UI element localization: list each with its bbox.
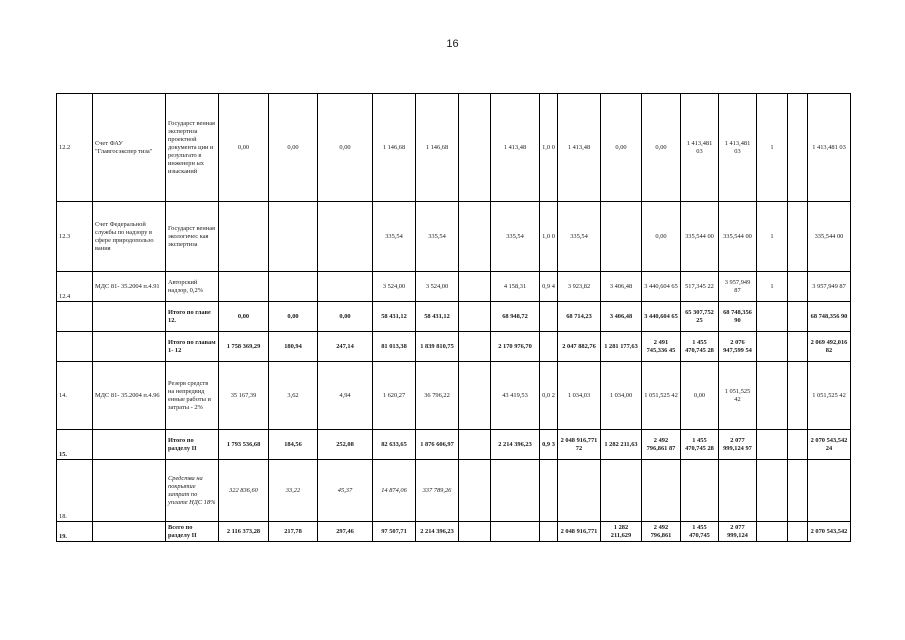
cell-c6 xyxy=(459,302,491,332)
cell-c14: 1 xyxy=(757,272,788,302)
cell-c3: 252,08 xyxy=(318,430,373,460)
cell-c13: 3 957,949 87 xyxy=(719,272,757,302)
cell-c6 xyxy=(459,202,491,272)
cell-c10: 1 282 211,63 xyxy=(601,430,642,460)
cell-c15 xyxy=(788,202,808,272)
cell-c14: 1 xyxy=(757,94,788,202)
cell-c13: 1 413,481 03 xyxy=(719,94,757,202)
cell-c10: 1 034,00 xyxy=(601,362,642,430)
cell-c9: 1 413,48 xyxy=(558,94,601,202)
cell-no xyxy=(57,332,93,362)
table-row xyxy=(57,272,851,302)
cell-name: Итого по разделу II xyxy=(166,430,219,460)
cell-no: 12.3 xyxy=(57,202,93,272)
cell-c9: 2 048 916,771 xyxy=(558,522,601,542)
cell-basis: Счет Федеральной службы по надзору в сфере природопользо вания xyxy=(93,202,166,272)
cell-c11: 2 492 796,861 87 xyxy=(642,430,681,460)
cell-c2 xyxy=(269,272,318,302)
cell-c2: 0,00 xyxy=(269,94,318,202)
cell-c16: 1 051,525 42 xyxy=(808,362,851,430)
cell-c9: 335,54 xyxy=(558,202,601,272)
cell-c3: 45,37 xyxy=(318,460,373,522)
cell-c14 xyxy=(757,460,788,522)
cell-c13: 68 748,356 90 xyxy=(719,302,757,332)
cell-c2: 217,78 xyxy=(269,522,318,542)
cell-c11: 0,00 xyxy=(642,202,681,272)
cell-c7: 4 158,31 xyxy=(491,272,540,302)
cell-c16: 3 957,949 87 xyxy=(808,272,851,302)
cell-c12: 1 413,481 03 xyxy=(681,94,719,202)
cell-no: 14. xyxy=(57,362,93,430)
cell-c16: 2 070 543,542 xyxy=(808,522,851,542)
cell-basis: МДС 81- 35.2004 п.4.96 xyxy=(93,362,166,430)
cell-c1 xyxy=(219,272,269,302)
cell-c8 xyxy=(540,522,558,542)
cell-c4: 82 633,65 xyxy=(373,430,416,460)
cell-c11: 2 491 745,336 45 xyxy=(642,332,681,362)
cell-basis xyxy=(93,460,166,522)
cell-c5: 335,54 xyxy=(416,202,459,272)
cell-c8: 1,0 0 xyxy=(540,202,558,272)
table-row xyxy=(57,202,851,272)
cell-c2: 180,94 xyxy=(269,332,318,362)
cell-name: Итого по главам 1- 12 xyxy=(166,332,219,362)
cell-name: Государст венная экспертиза проектной документа ции и результато в инженерн ых изысканий xyxy=(166,94,219,202)
table-row xyxy=(57,362,851,430)
cell-c11: 3 440,604 65 xyxy=(642,302,681,332)
cell-c14 xyxy=(757,332,788,362)
cell-c12: 517,345 22 xyxy=(681,272,719,302)
page-number: 16 xyxy=(446,38,459,50)
cell-c8: 1,0 0 xyxy=(540,94,558,202)
cell-c7: 2 214 396,23 xyxy=(491,430,540,460)
cell-c6 xyxy=(459,94,491,202)
cell-basis xyxy=(93,430,166,460)
cell-c1: 1 758 369,29 xyxy=(219,332,269,362)
cell-c4: 3 524,00 xyxy=(373,272,416,302)
cell-c4: 97 507,71 xyxy=(373,522,416,542)
cell-c2: 33,22 xyxy=(269,460,318,522)
cell-c5: 1 146,68 xyxy=(416,94,459,202)
cell-c1: 2 116 373,28 xyxy=(219,522,269,542)
cell-c2: 3,62 xyxy=(269,362,318,430)
cell-c5: 2 214 396,23 xyxy=(416,522,459,542)
cell-c16: 2 070 543,542 24 xyxy=(808,430,851,460)
cell-c12: 1 455 470,745 28 xyxy=(681,332,719,362)
cell-c7 xyxy=(491,522,540,542)
cell-c6 xyxy=(459,460,491,522)
cell-name: Итого по главе 12. xyxy=(166,302,219,332)
cell-no: 19. xyxy=(57,522,93,542)
cell-c8 xyxy=(540,302,558,332)
cell-c10: 3 406,48 xyxy=(601,302,642,332)
cell-c1: 1 793 536,68 xyxy=(219,430,269,460)
cell-c5: 1 876 606,97 xyxy=(416,430,459,460)
cell-c9: 1 034,03 xyxy=(558,362,601,430)
cell-c7: 1 413,48 xyxy=(491,94,540,202)
cell-c9: 68 714,23 xyxy=(558,302,601,332)
cell-c3: 297,46 xyxy=(318,522,373,542)
cell-c7: 335,54 xyxy=(491,202,540,272)
cell-c9 xyxy=(558,460,601,522)
cell-c10: 1 281 177,63 xyxy=(601,332,642,362)
cell-c6 xyxy=(459,332,491,362)
cell-c12 xyxy=(681,460,719,522)
cell-c9: 2 048 916,771 72 xyxy=(558,430,601,460)
cell-c3 xyxy=(318,272,373,302)
cell-c13: 2 077 999,124 xyxy=(719,522,757,542)
cell-c13: 2 077 999,124 97 xyxy=(719,430,757,460)
cell-c16 xyxy=(808,460,851,522)
table-row xyxy=(57,430,851,460)
cell-c15 xyxy=(788,272,808,302)
cell-c14 xyxy=(757,362,788,430)
cell-c13: 1 051,525 42 xyxy=(719,362,757,430)
cell-c1: 0,00 xyxy=(219,94,269,202)
cell-c8: 0,9 3 xyxy=(540,430,558,460)
cell-no: 12.2 xyxy=(57,94,93,202)
cell-basis xyxy=(93,522,166,542)
cell-c10 xyxy=(601,460,642,522)
cell-c6 xyxy=(459,430,491,460)
cell-c5: 36 796,22 xyxy=(416,362,459,430)
cell-c8: 0,9 4 xyxy=(540,272,558,302)
cell-c16: 335,544 00 xyxy=(808,202,851,272)
cell-c12: 65 307,752 25 xyxy=(681,302,719,332)
cell-c1 xyxy=(219,202,269,272)
cell-c15 xyxy=(788,332,808,362)
cell-c3: 4,94 xyxy=(318,362,373,430)
cell-c8 xyxy=(540,460,558,522)
cell-c2: 184,56 xyxy=(269,430,318,460)
cell-c4: 58 431,12 xyxy=(373,302,416,332)
cell-c13 xyxy=(719,460,757,522)
cell-basis: Счет ФАУ "Главгосэкспер тиза" xyxy=(93,94,166,202)
cell-c4: 1 146,68 xyxy=(373,94,416,202)
cell-c14 xyxy=(757,522,788,542)
cell-c11: 2 492 796,861 xyxy=(642,522,681,542)
cell-c6 xyxy=(459,272,491,302)
cell-name: Резерв средств на непредвид енные работы и затраты - 2% xyxy=(166,362,219,430)
cell-c10: 0,00 xyxy=(601,94,642,202)
table-row xyxy=(57,522,851,542)
cell-c6 xyxy=(459,522,491,542)
cell-c9: 3 923,82 xyxy=(558,272,601,302)
cell-c7 xyxy=(491,460,540,522)
cell-c3 xyxy=(318,202,373,272)
cell-c4: 335,54 xyxy=(373,202,416,272)
cell-c12: 335,544 00 xyxy=(681,202,719,272)
cell-basis: МДС 81- 35.2004 п.4.91 xyxy=(93,272,166,302)
cell-c9: 2 047 882,76 xyxy=(558,332,601,362)
cell-c5: 3 524,00 xyxy=(416,272,459,302)
cell-c1: 35 167,39 xyxy=(219,362,269,430)
cell-no: 15. xyxy=(57,430,93,460)
table-row xyxy=(57,460,851,522)
cell-c3: 0,00 xyxy=(318,302,373,332)
cell-c16: 2 069 492,016 82 xyxy=(808,332,851,362)
cell-c7: 68 948,72 xyxy=(491,302,540,332)
table-row xyxy=(57,302,851,332)
cell-c7: 2 170 976,70 xyxy=(491,332,540,362)
cell-c15 xyxy=(788,302,808,332)
cell-c13: 335,544 00 xyxy=(719,202,757,272)
cell-c10: 1 282 211,629 xyxy=(601,522,642,542)
cell-c15 xyxy=(788,94,808,202)
cell-c15 xyxy=(788,460,808,522)
cell-c14: 1 xyxy=(757,202,788,272)
cell-c3: 0,00 xyxy=(318,94,373,202)
estimate-table xyxy=(56,93,851,542)
cell-c11: 3 440,604 65 xyxy=(642,272,681,302)
cell-no: 18. xyxy=(57,460,93,522)
cell-c12: 1 455 470,745 xyxy=(681,522,719,542)
cell-c10: 3 406,48 xyxy=(601,272,642,302)
table-row xyxy=(57,94,851,202)
cell-basis xyxy=(93,332,166,362)
cell-name: Всего по разделу II xyxy=(166,522,219,542)
cell-c14 xyxy=(757,302,788,332)
cell-c16: 68 748,356 90 xyxy=(808,302,851,332)
cell-no: 12.4 xyxy=(57,272,93,302)
cell-c11: 1 051,525 42 xyxy=(642,362,681,430)
cell-c4: 14 874,06 xyxy=(373,460,416,522)
cell-name: Авторский надзор, 0,2% xyxy=(166,272,219,302)
cell-name: Государст венная экологичес кая экспертиза xyxy=(166,202,219,272)
cell-c2: 0,00 xyxy=(269,302,318,332)
cell-c4: 81 013,38 xyxy=(373,332,416,362)
cell-c12: 1 455 470,745 28 xyxy=(681,430,719,460)
cell-c16: 1 413,481 03 xyxy=(808,94,851,202)
cell-c5: 1 839 810,75 xyxy=(416,332,459,362)
cell-c7: 43 419,53 xyxy=(491,362,540,430)
cell-c14 xyxy=(757,430,788,460)
table-row xyxy=(57,332,851,362)
cell-c13: 2 076 947,599 54 xyxy=(719,332,757,362)
cell-c15 xyxy=(788,362,808,430)
cell-c5: 337 789,26 xyxy=(416,460,459,522)
cell-c3: 247,14 xyxy=(318,332,373,362)
cell-c5: 58 431,12 xyxy=(416,302,459,332)
cell-c8 xyxy=(540,332,558,362)
cell-c6 xyxy=(459,362,491,430)
cell-c4: 1 620,27 xyxy=(373,362,416,430)
cell-name: Средства на покрытие затрат по уплате НДС 18% xyxy=(166,460,219,522)
cell-c1: 322 836,60 xyxy=(219,460,269,522)
cell-c15 xyxy=(788,430,808,460)
cell-c8: 0,0 2 xyxy=(540,362,558,430)
cell-c10 xyxy=(601,202,642,272)
cell-c2 xyxy=(269,202,318,272)
cell-c11: 0,00 xyxy=(642,94,681,202)
cell-no xyxy=(57,302,93,332)
cell-c12: 0,00 xyxy=(681,362,719,430)
cell-c11 xyxy=(642,460,681,522)
cell-basis xyxy=(93,302,166,332)
cell-c15 xyxy=(788,522,808,542)
cell-c1: 0,00 xyxy=(219,302,269,332)
